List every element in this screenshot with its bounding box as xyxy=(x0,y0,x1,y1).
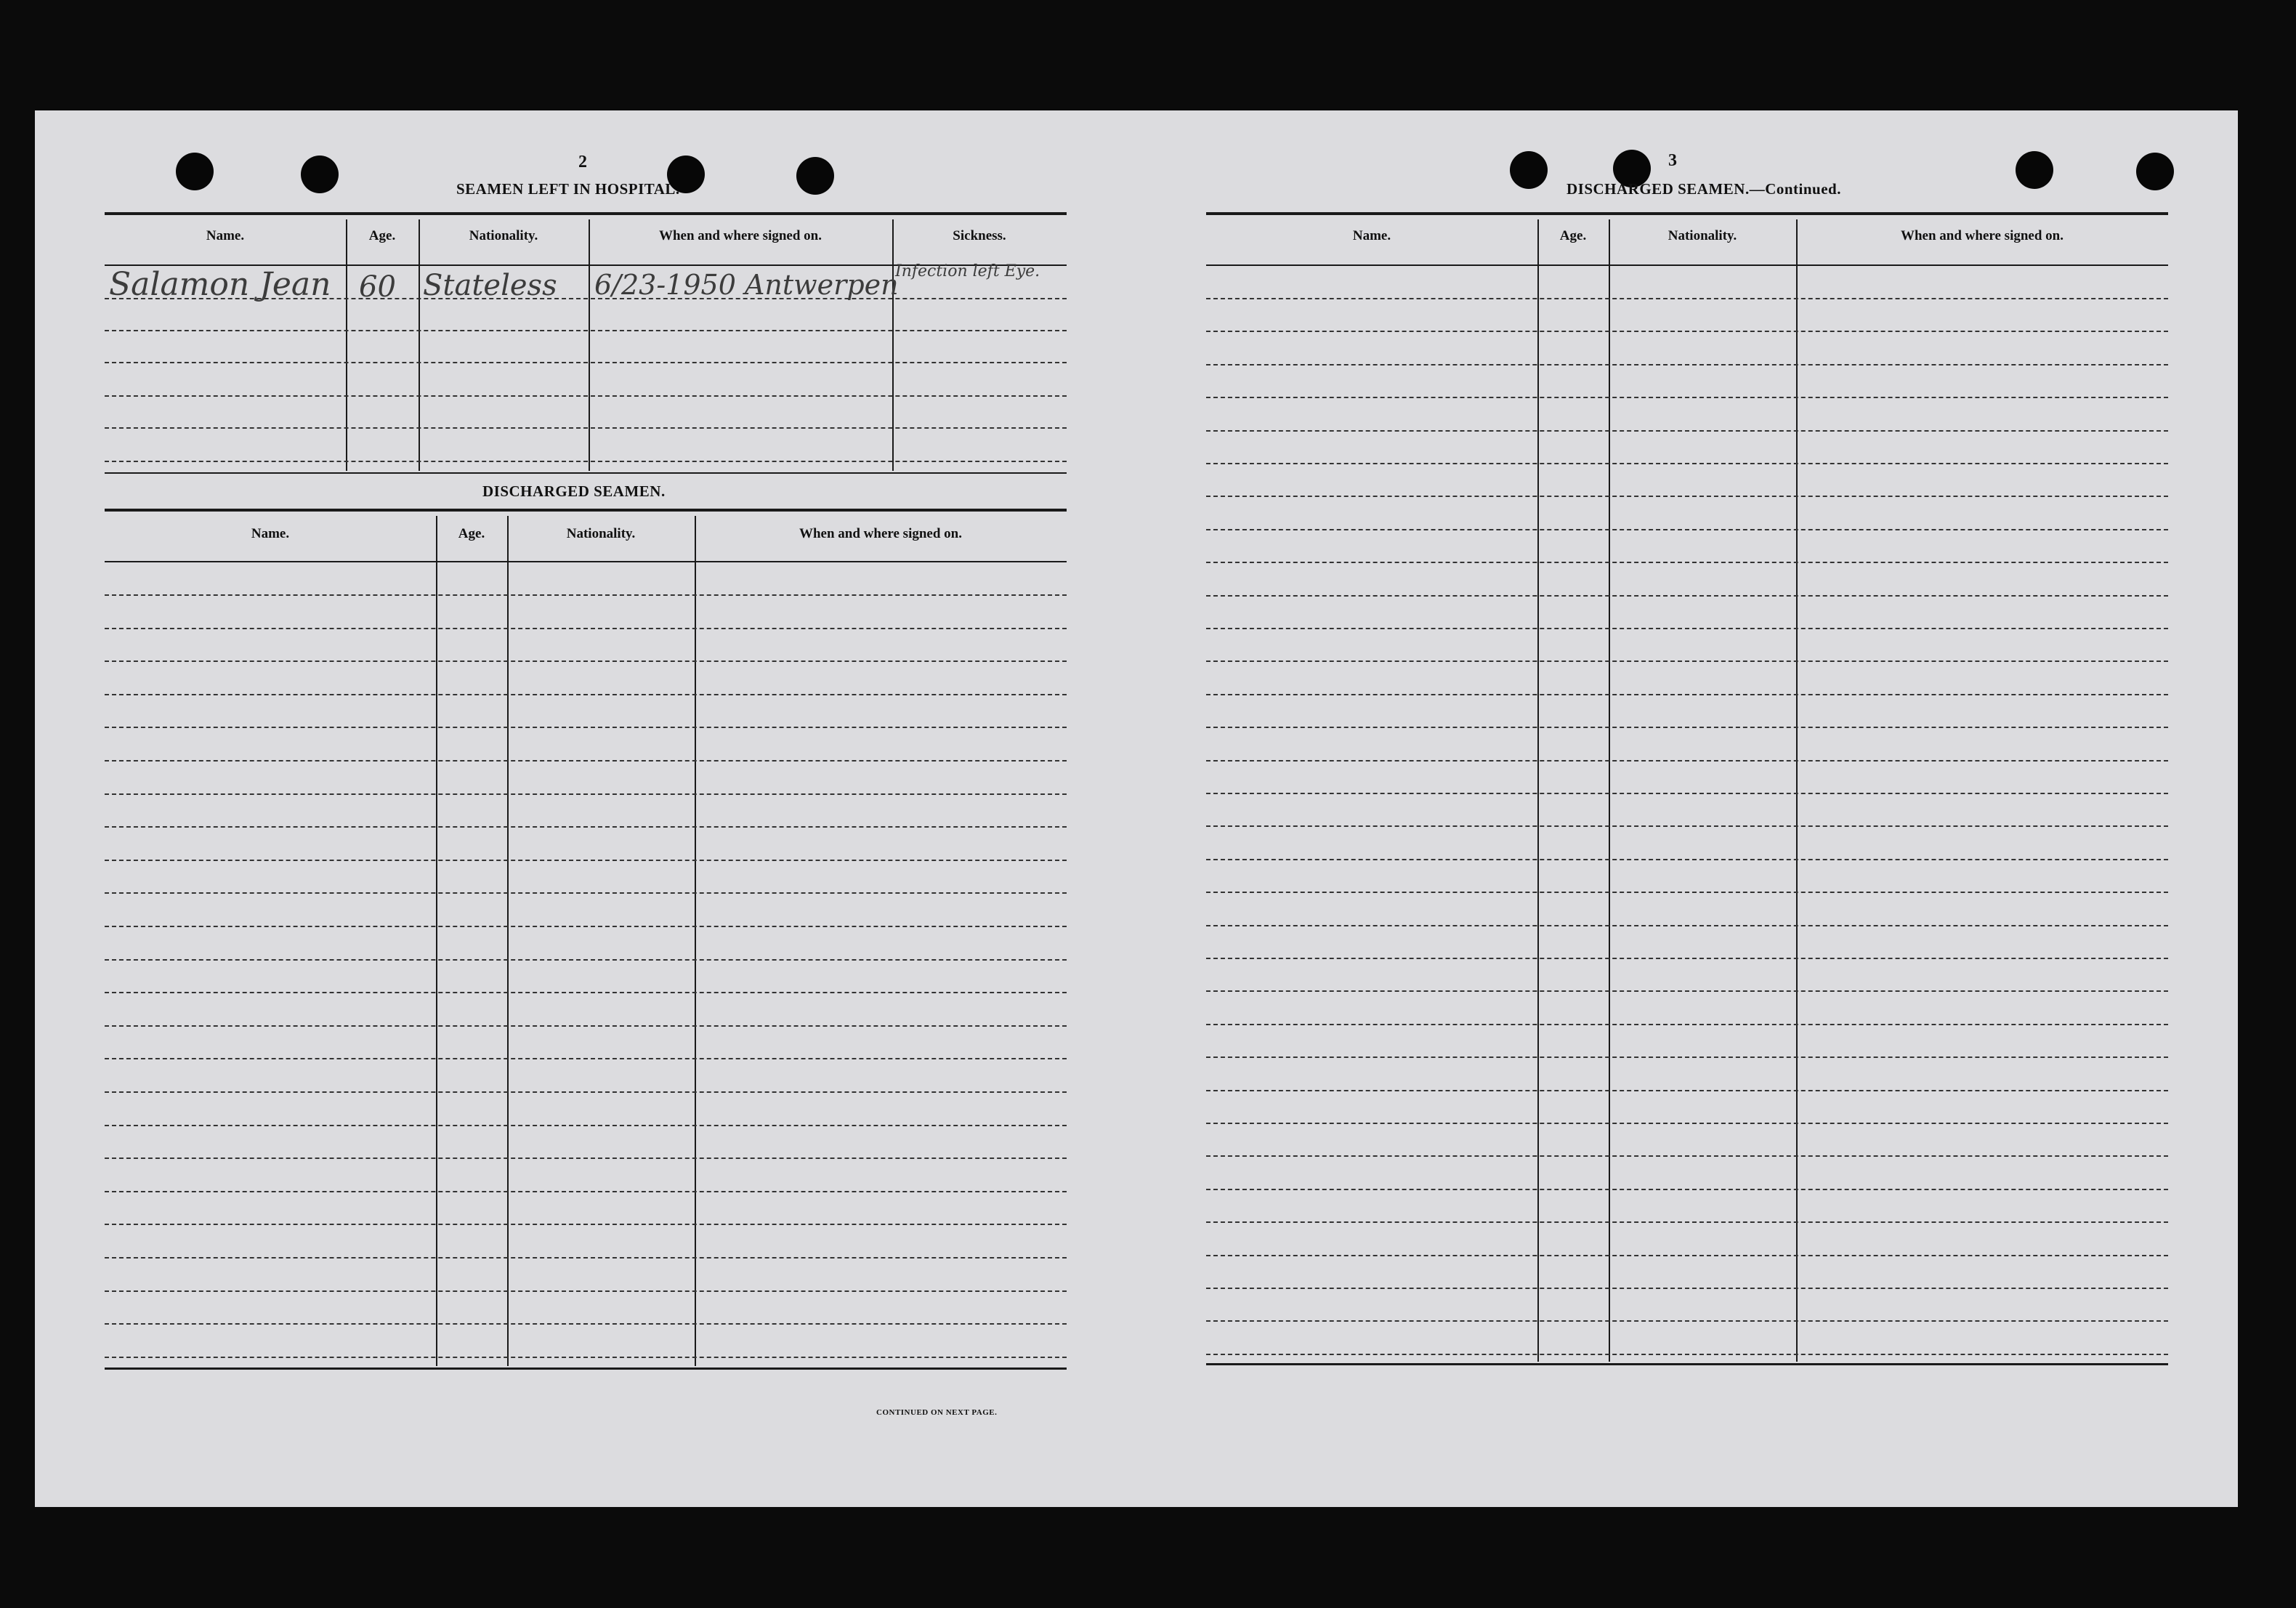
register-row-line xyxy=(1206,595,2168,597)
register-row-line xyxy=(1206,793,2168,794)
register-row-line xyxy=(1206,925,2168,926)
discharged-col-name-header: Name. xyxy=(251,526,290,541)
hospital-entry-sickness: Infection left Eye. xyxy=(895,262,1040,280)
hospital-col-divider xyxy=(589,219,590,471)
hospital-row-line xyxy=(105,395,1067,397)
hospital-section-title: SEAMEN LEFT IN HOSPITAL. xyxy=(456,180,680,198)
punch-hole-icon xyxy=(2136,153,2174,190)
register-row-line xyxy=(1206,1354,2168,1355)
discharged-col-signed-on-header: When and where signed on. xyxy=(799,526,962,541)
discharged-section-title: DISCHARGED SEAMEN. xyxy=(482,482,666,500)
discharged-col-divider xyxy=(436,516,437,1366)
register-row-line xyxy=(105,1157,1067,1159)
right-col-divider xyxy=(1796,219,1798,1362)
register-row-line xyxy=(1206,727,2168,728)
hospital-col-signed-on-header: When and where signed on. xyxy=(658,228,822,243)
register-row-line xyxy=(1206,760,2168,761)
hospital-entry-age: 60 xyxy=(359,270,396,304)
register-row-line xyxy=(1206,628,2168,629)
punch-hole-icon xyxy=(796,157,834,195)
register-row-line xyxy=(1206,660,2168,662)
page-number: 3 xyxy=(1668,151,1677,170)
register-row-line xyxy=(1206,1189,2168,1190)
register-row-line xyxy=(105,628,1067,629)
right-col-divider xyxy=(1537,219,1539,1362)
discharged-col-divider xyxy=(695,516,696,1366)
register-row-line xyxy=(1206,825,2168,827)
register-row-line xyxy=(1206,1288,2168,1289)
register-row-line xyxy=(1206,1123,2168,1124)
register-row-line xyxy=(1206,562,2168,563)
register-row-line xyxy=(1206,331,2168,332)
register-row-line xyxy=(105,892,1067,894)
right-col-divider xyxy=(1609,219,1610,1362)
register-row-line xyxy=(105,793,1067,795)
right-table-top-rule xyxy=(1206,212,2168,215)
register-row-line xyxy=(1206,1024,2168,1025)
discharged-table-top-rule xyxy=(105,509,1067,512)
register-row-line xyxy=(105,1290,1067,1292)
hospital-col-age-header: Age. xyxy=(368,228,396,243)
page-number: 2 xyxy=(578,153,587,171)
register-row-line xyxy=(1206,496,2168,497)
register-row-line xyxy=(1206,430,2168,432)
right-col-name-header: Name. xyxy=(1352,228,1391,243)
register-row-line xyxy=(1206,397,2168,398)
punch-hole-icon xyxy=(176,153,214,190)
register-row-line xyxy=(105,1091,1067,1093)
right-header-rule xyxy=(1206,264,2168,266)
right-page xyxy=(1136,110,2238,1507)
register-row-line xyxy=(105,1357,1067,1358)
punch-hole-icon xyxy=(1510,151,1548,189)
register-row-line xyxy=(1206,990,2168,992)
register-row-line xyxy=(1206,298,2168,299)
register-sheet xyxy=(35,110,2238,1507)
hospital-col-name-header: Name. xyxy=(206,228,245,243)
right-col-nationality-header: Nationality. xyxy=(1668,228,1737,243)
register-row-line xyxy=(105,926,1067,927)
hospital-col-divider xyxy=(346,219,347,471)
register-row-line xyxy=(105,1058,1067,1059)
register-row-line xyxy=(1206,958,2168,959)
discharged-col-divider xyxy=(507,516,509,1366)
register-row-line xyxy=(105,860,1067,861)
register-row-line xyxy=(105,1191,1067,1192)
left-page xyxy=(35,110,1136,1507)
hospital-entry-nationality: Stateless xyxy=(423,269,557,302)
register-row-line xyxy=(1206,1056,2168,1058)
discharged-col-age-header: Age. xyxy=(458,526,485,541)
register-row-line xyxy=(1206,892,2168,893)
continued-footer: CONTINUED ON NEXT PAGE. xyxy=(876,1408,998,1417)
hospital-row-line xyxy=(105,330,1067,331)
right-col-signed-on-header: When and where signed on. xyxy=(1900,228,2063,243)
register-row-line xyxy=(1206,694,2168,695)
register-row-line xyxy=(1206,1320,2168,1322)
register-row-line xyxy=(105,594,1067,596)
register-row-line xyxy=(105,959,1067,961)
hospital-table-bottom-rule xyxy=(105,472,1067,474)
register-row-line xyxy=(105,826,1067,828)
hospital-entry-name: Salamon Jean xyxy=(109,266,331,303)
register-row-line xyxy=(105,660,1067,662)
hospital-entry-signed-on: 6/23-1950 Antwerpen xyxy=(594,269,899,301)
register-row-line xyxy=(1206,1221,2168,1223)
discharged-header-rule xyxy=(105,561,1067,562)
register-row-line xyxy=(105,1224,1067,1225)
register-row-line xyxy=(1206,463,2168,464)
register-row-line xyxy=(1206,529,2168,530)
hospital-col-divider xyxy=(419,219,420,471)
register-row-line xyxy=(105,694,1067,695)
hospital-col-sickness-header: Sickness. xyxy=(953,228,1006,243)
discharged-continued-title: DISCHARGED SEAMEN.—Continued. xyxy=(1567,180,1841,198)
register-row-line xyxy=(1206,1090,2168,1091)
punch-hole-icon xyxy=(301,155,339,193)
hospital-table-top-rule xyxy=(105,212,1067,215)
register-row-line xyxy=(1206,859,2168,860)
register-row-line xyxy=(105,760,1067,761)
register-row-line xyxy=(1206,1255,2168,1256)
register-row-line xyxy=(105,727,1067,728)
hospital-row-line xyxy=(105,427,1067,429)
hospital-row-line xyxy=(105,362,1067,363)
register-row-line xyxy=(105,1323,1067,1325)
register-row-line xyxy=(105,992,1067,993)
hospital-col-divider xyxy=(892,219,894,471)
register-row-line xyxy=(105,1025,1067,1027)
discharged-table-bottom-rule xyxy=(105,1367,1067,1370)
hospital-col-nationality-header: Nationality. xyxy=(469,228,538,243)
register-row-line xyxy=(105,1257,1067,1258)
register-row-line xyxy=(105,1125,1067,1126)
right-col-age-header: Age. xyxy=(1559,228,1587,243)
hospital-row-line xyxy=(105,461,1067,462)
right-table-bottom-rule xyxy=(1206,1363,2168,1365)
discharged-col-nationality-header: Nationality. xyxy=(566,526,636,541)
punch-hole-icon xyxy=(2016,151,2053,189)
register-row-line xyxy=(1206,1155,2168,1157)
register-row-line xyxy=(1206,364,2168,365)
